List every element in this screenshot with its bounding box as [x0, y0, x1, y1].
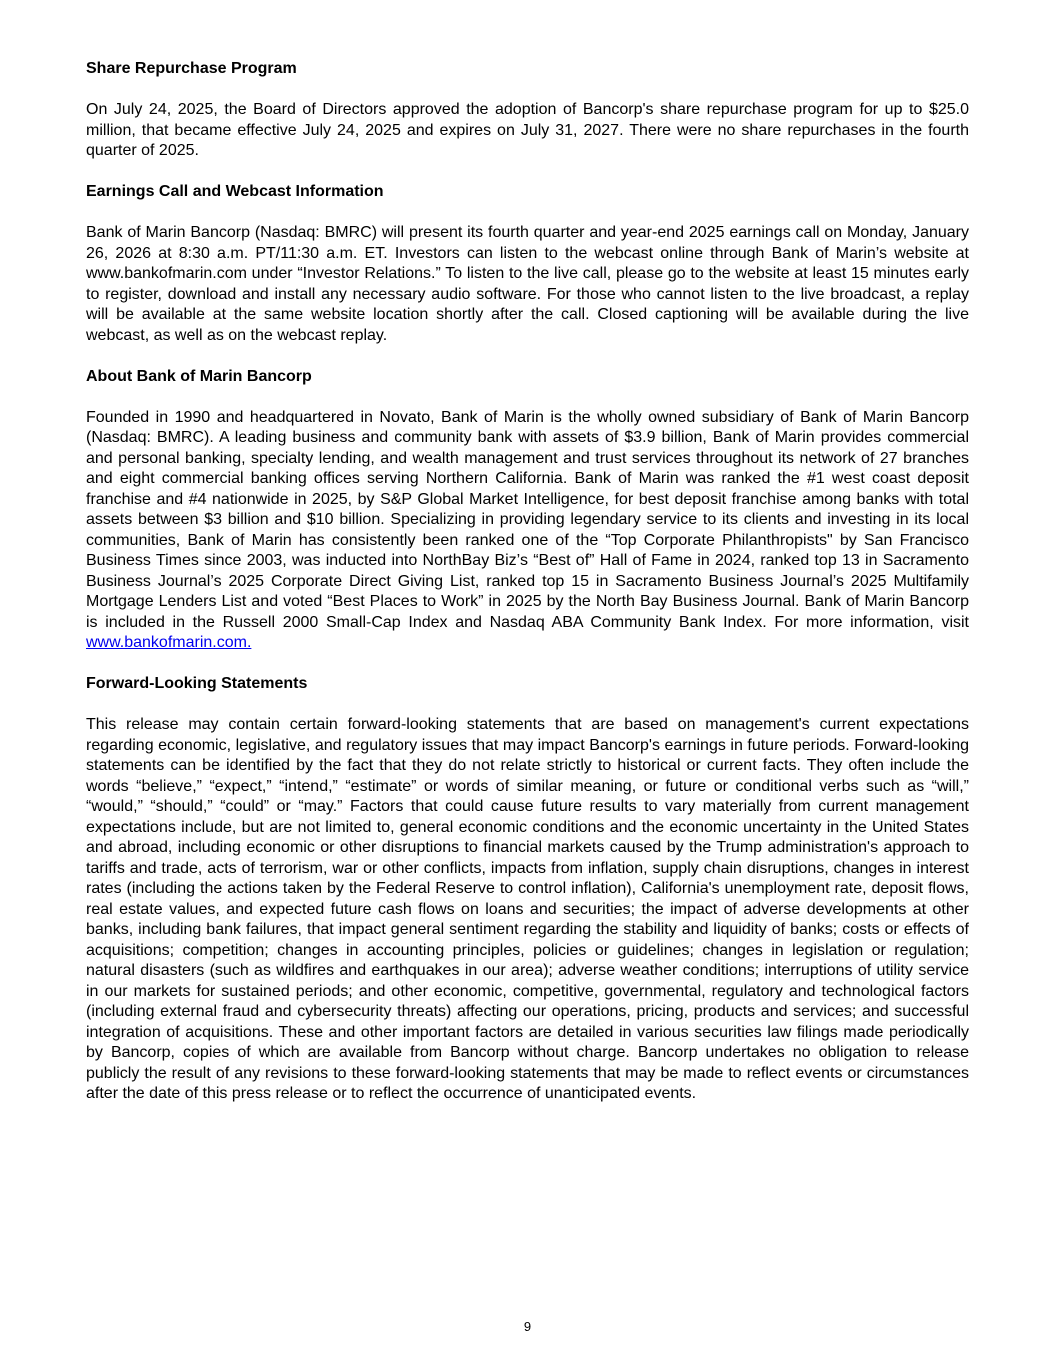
forward-looking-heading: Forward-Looking Statements [86, 675, 308, 692]
earnings-call-heading: Earnings Call and Webcast Information [86, 183, 384, 200]
about-bank-paragraph [86, 408, 969, 654]
bankofmarin-link[interactable]: www.bankofmarin.com. [86, 634, 252, 651]
share-repurchase-body: On July 24, 2025, the Board of Directors approved the adoption of Bancorp's share repurchase program for up to $25.0 million, that became effective July 24, 2025 and expires on July 31, 2027. There were no share repurchases in the fourth quarter of 2025. [86, 101, 969, 159]
about-bank-body: Founded in 1990 and headquartered in Novato, Bank of Marin is the wholly owned subsidiary of Bank of Marin Bancorp (Nasdaq: BMRC). A leading business and community bank with assets of $3.9 billion, Bank of Marin provides commercial and personal banking, specialty lending, and wealth management and trust services throughout its network of 27 branches and eight commercial banking offices serving Northern California. Bank of Marin was ranked the #1 west coast deposit franchise and #4 nationwide in 2025, by S&P Global Market Intelligence, for best deposit franchise among banks with total assets between $3 billion and $10 billion. Specializing in providing legendary service to its clients and investing in its local communities, Bank of Marin has consistently been ranked one of the “Top Corporate Philanthropists" by San Francisco Business Times since 2003, was inducted into NorthBay Biz’s “Best of” Hall of Fame in 2024, ranked top 13 in Sacramento Business Journal’s 2025 Corporate Direct Giving List, ranked top 15 in Sacramento Business Journal’s 2025 Multifamily Mortgage Lenders List and voted “Best Places to Work” in 2025 by the North Bay Business Journal. Bank of Marin Bancorp is included in the Russell 2000 Small-Cap Index and Nasdaq ABA Community Bank Index. For more information, visit [86, 408, 969, 631]
earnings-call-body: Bank of Marin Bancorp (Nasdaq: BMRC) will present its fourth quarter and year-end 2025 earnings call on Monday, January 26, 2026 at 8:30 a.m. PT/11:30 a.m. ET. Investors can listen to the webcast online through Bank of Marin’s website at www.bankofmarin.com under “Investor Relations.” To listen to the live call, please go to the website at least 15 minutes early to register, download and install any necessary audio software. For those who cannot listen to the live broadcast, a replay will be available at the same website location shortly after the call. Closed captioning will be available during the live webcast, as well as on the webcast replay. [86, 224, 969, 344]
share-repurchase-heading: Share Repurchase Program [86, 60, 297, 77]
about-bank-heading: About Bank of Marin Bancorp [86, 367, 312, 385]
document-page [86, 59, 969, 1105]
forward-looking-body: This release may contain certain forward-looking statements that are based on management's current expectations regarding economic, legislative, and regulatory issues that may impact Bancorp's earnings in future periods. Forward-looking statements can be identified by the fact that they do not relate strictly to historical or current facts. They often include the words “believe,” “expect,” “intend,” “estimate” or words of similar meaning, or future or conditional verbs such as “will,” “would,” “should,” “could” or “may.” Factors that could cause future results to vary materially from current management expectations include, but are not limited to, general economic conditions and the economic uncertainty in the United States and abroad, including economic or other disruptions to financial markets caused by the Trump administration's approach to tariffs and trade, acts of terrorism, war or other conflicts, impacts from inflation, supply chain disruptions, changes in interest rates (including the actions taken by the Federal Reserve to control inflation), California's unemployment rate, deposit flows, real estate values, and expected future cash flows on loans and securities; the impact of adverse developments at other banks, including bank failures, that impact general sentiment regarding the stability and liquidity of banks; costs or effects of acquisitions; competition; changes in accounting principles, policies or guidelines; changes in legislation or regulation; natural disasters (such as wildfires and earthquakes in our area); adverse weather conditions; interruptions of utility service in our markets for sustained periods; and other economic, competitive, governmental, regulatory and technological factors (including external fraud and cybersecurity threats) affecting our operations, pricing, products and services; and successful integration of acquisitions. These and other important factors are detailed in various securities law filings made periodically by Bancorp, copies of which are available from Bancorp without charge. Bancorp undertakes no obligation to release publicly the result of any revisions to these forward-looking statements that may be made to reflect events or circumstances after the date of this press release or to reflect the occurrence of unanticipated events. [86, 716, 969, 1102]
page-number: 9 [523, 1319, 532, 1334]
